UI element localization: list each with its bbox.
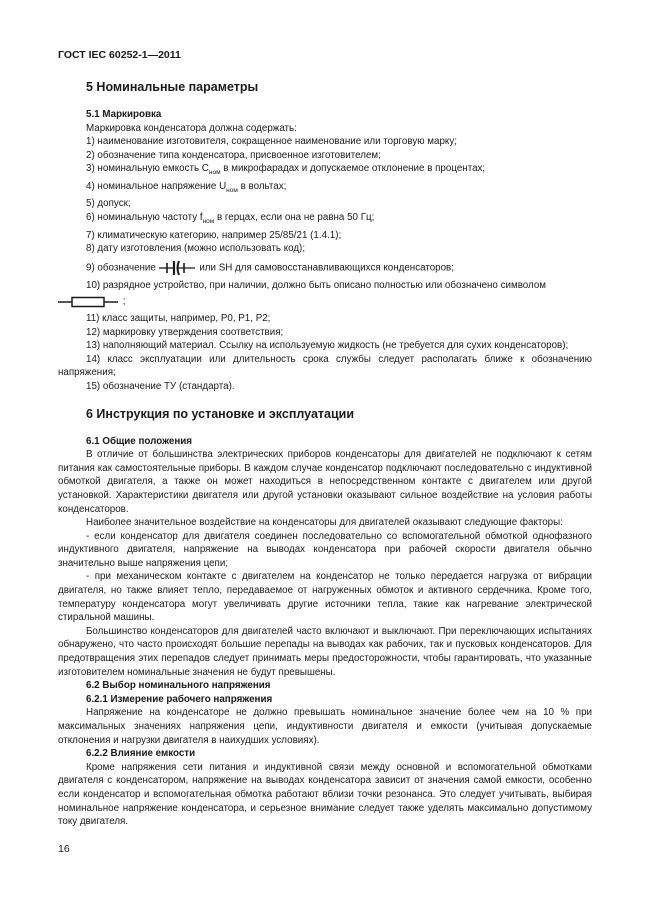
marking-item-15: 15) обозначение ТУ (стандарта). xyxy=(86,380,235,392)
discharge-symbol-line: ; xyxy=(58,295,592,309)
page-number: 16 xyxy=(58,843,70,855)
marking-item-6: 6) номинальную частоту $f_{ном}$ в герцах, если она не равна 50 Гц; xyxy=(86,212,375,226)
subsection-5-1-title: 5.1 Маркировка xyxy=(86,109,162,120)
marking-item-2: 2) обозначение типа конденсатора, присвоенное изготовителем; xyxy=(86,149,381,161)
marking-item-4: 4) номинальное напряжение $U_{ном}$ в вольтах; xyxy=(86,180,287,194)
marking-item-1: 1) наименование изготовителя, сокращенное наименование или торговую марку; xyxy=(86,136,457,148)
section-6-title: 6 Инструкция по установке и эксплуатации xyxy=(86,406,355,421)
paragraph-6-1-2: Наиболее значительное воздействие на конденсаторы для двигателей оказывают следующие факторы: xyxy=(86,517,563,529)
paragraph-6-1-4: - при механическом контакте с двигателем на конденсатор не только передается нагрузка от вибрации двигателя, но также влияет тепло, передаваемое от нагруженных обмоток и активного сердечника. Кроме того, температуру конденсатора могут увеличивать другие источники тепла, такие как нагревание электрической стиральной машины. xyxy=(58,571,592,624)
marking-item-9: 9) обозначение или SH для самовосстанавливающихся конденсаторов; xyxy=(58,260,592,276)
marking-item-14: 14) класс эксплуатации или длительность срока службы следует располагать ближе к обозначению напряжения; xyxy=(58,353,592,379)
section-5-title: 5 Номинальные параметры xyxy=(86,80,259,94)
marking-intro: Маркировка конденсатора должна содержать: xyxy=(86,122,297,134)
subsection-6-2-title: 6.2 Выбор номинального напряжения xyxy=(86,680,271,692)
marking-item-3: 3) номинальную емкость $C_{ном}$ в микрофарадах и допускаемое отклонение в процентах; xyxy=(86,163,486,177)
marking-item-10: 10) разрядное устройство, при наличии, должно быть описано полностью или обозначено символом xyxy=(86,279,547,291)
paragraph-6-1-1: В отличие от большинства электрических приборов конденсаторы для двигателей не подключают к сетям питания как самостоятельные приборы. В каждом случае конденсатор подключают последовательно с индуктивной обмоткой двигателя, а также он может находиться в непосредственном контакте с двигателем или другой установкой. Характеристики двигателя или другой установки оказывают сильное воздействие на условия работы конденсаторов. xyxy=(58,449,592,515)
marking-item-8: 8) дату изготовления (можно использовать код); xyxy=(86,243,306,255)
paragraph-6-2-2: Кроме напряжения сети питания и индуктивной связи между основной и вспомогательной обмотками двигателя с конденсатором, напряжение на выводах конденсатора зависит от значения самой емкости, особенно если конденсатор и вспомогательная обмотка работают вблизи точки резонанса. Это следует учитывать, выбирая номинальное напряжение конденсатора, и серьезное внимание следует также уделять максимально допустимому току двигателя. xyxy=(58,761,592,828)
subsection-6-2-2-title: 6.2.2 Влияние емкости xyxy=(86,748,196,760)
marking-item-11: 11) класс защиты, например, P0, P1, P2; xyxy=(86,312,271,324)
self-healing-capacitor-symbol-icon xyxy=(159,260,197,276)
subsection-6-1-title: 6.1 Общие положения xyxy=(86,435,193,447)
subsection-6-2-1-title: 6.2.1 Измерение рабочего напряжения xyxy=(86,693,273,705)
page-content xyxy=(58,70,592,829)
paragraph-6-1-5: Большинство конденсаторов для двигателей часто включают и выключают. При переключающих испытаниях обнаружено, что часто происходят большие перепады на выводах как рабочих, так и пусковых конденсаторов. Для предотвращения этих перепадов следует принимать меры предосторожности, чтобы гарантировать, что указанные изготовителем номинальные значения не будут превышены. xyxy=(58,625,592,678)
marking-item-5: 5) допуск; xyxy=(86,198,131,210)
marking-item-13: 13) наполняющий материал. Ссылку на используемую жидкость (не требуется для сухих конденсаторов); xyxy=(86,340,569,352)
marking-item-12: 12) маркировку утверждения соответствия; xyxy=(86,326,284,338)
marking-item-7: 7) климатическую категорию, например 25/85/21 (1.4.1); xyxy=(86,229,342,241)
paragraph-6-2-1: Напряжение на конденсаторе не должно превышать номинальное значение более чем на 10 % при максимальных значениях напряжения цепи, индуктивности двигателя и емкости (учитывая допускаемые отклонения и нагрузки двигателя в наихудших условиях). xyxy=(58,707,592,746)
resistor-symbol-icon xyxy=(58,296,120,308)
paragraph-6-1-3: - если конденсатор для двигателя соединен последовательно со вспомогательной обмоткой однофазного индуктивного двигателя, напряжение на выводах конденсатора при рабочей скорости двигателя обычно значительно выше напряжения цепи; xyxy=(58,530,592,569)
document-header: ГОСТ IEC 60252-1—2011 xyxy=(58,49,181,61)
